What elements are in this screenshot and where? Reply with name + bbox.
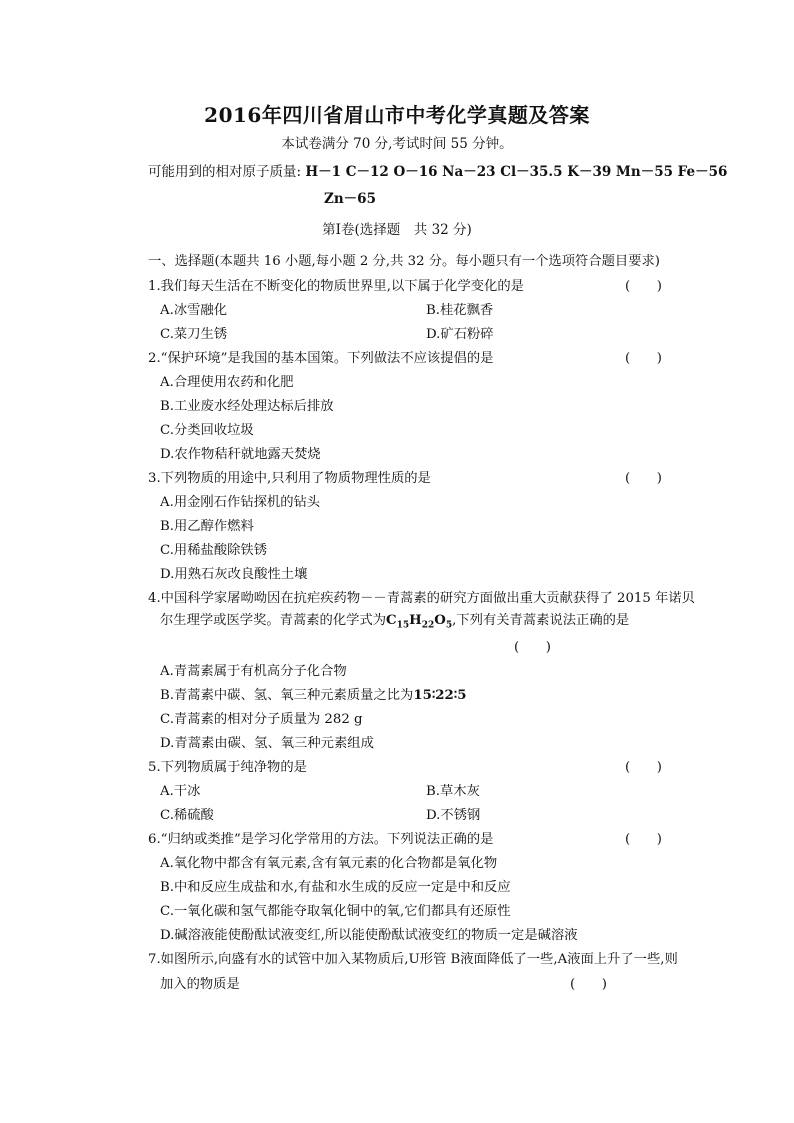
option-5d: D.不锈钢 bbox=[426, 808, 481, 823]
option-5a: A.干冰 bbox=[160, 784, 201, 799]
question-5-stem: 5.下列物质属于纯净物的是 bbox=[148, 760, 307, 775]
option-1a: A.冰雪融化 bbox=[160, 303, 228, 318]
option-2a: A.合理使用农药和化肥 bbox=[160, 375, 294, 390]
question-7-stem-line2: 加入的物质是 bbox=[160, 977, 240, 992]
option-4a: A.青蒿素属于有机高分子化合物 bbox=[160, 664, 347, 679]
option-3b: B.用乙醇作燃料 bbox=[160, 519, 254, 534]
option-4d: D.青蒿素由碳、氢、氧三种元素组成 bbox=[160, 736, 374, 751]
question-4-stem-line2 bbox=[160, 609, 629, 631]
option-5c: C.稀硫酸 bbox=[160, 808, 214, 823]
artemisinin-formula: $C_{15}H_{22}O_5$ bbox=[386, 613, 453, 631]
question-6-stem: 6.“归纳或类推”是学习化学常用的方法。下列说法正确的是 bbox=[148, 832, 494, 847]
atomic-mass-values: H－1 C－12 O－16 Na－23 Cl－35.5 K－39 Mn－55 Fe－56 bbox=[305, 164, 728, 180]
option-2b: B.工业废水经处理达标后排放 bbox=[160, 399, 334, 414]
option-3d: D.用熟石灰改良酸性土壤 bbox=[160, 567, 308, 582]
option-1d: D.矿石粉碎 bbox=[426, 327, 494, 342]
option-1b: B.桂花飘香 bbox=[426, 303, 494, 318]
option-6c: C.一氧化碳和氢气都能夺取氧化铜中的氧,它们都具有还原性 bbox=[160, 904, 511, 919]
answer-blank: ( ) bbox=[570, 977, 607, 992]
question-1-stem: 1.我们每天生活在不断变化的物质世界里,以下属于化学变化的是 bbox=[148, 279, 524, 294]
question-4-stem-post: ,下列有关青蒿素说法正确的是 bbox=[452, 613, 630, 628]
option-3c: C.用稀盐酸除铁锈 bbox=[160, 543, 268, 558]
option-4c: C.青蒿素的相对分子质量为 282 g bbox=[160, 712, 363, 727]
option-6d: D.碱溶液能使酚酞试液变红,所以能使酚酞试液变红的物质一定是碱溶液 bbox=[160, 928, 578, 943]
instructions: 一、选择题(本题共 16 小题,每小题 2 分,共 32 分。每小题只有一个选项符合题目要求) bbox=[148, 254, 660, 269]
question-2-stem: 2.“保护环境”是我国的基本国策。下列做法不应该提倡的是 bbox=[148, 351, 494, 366]
section-title: 第Ⅰ卷(选择题 共 32 分) bbox=[322, 222, 472, 238]
question-3-stem: 3.下列物质的用途中,只利用了物质物理性质的是 bbox=[148, 471, 431, 486]
question-4-stem-line1: 4.中国科学家屠呦呦因在抗疟疾药物－－青蒿素的研究方面做出重大贡献获得了 2015 年诺贝 bbox=[148, 591, 695, 606]
option-6a: A.氧化物中都含有氧元素,含有氧元素的化合物都是氧化物 bbox=[160, 856, 498, 871]
question-7-stem-line1: 7.如图所示,向盛有水的试管中加入某物质后,U形管 B液面降低了一些,A液面上升了一些,则 bbox=[148, 952, 678, 967]
answer-blank: ( ) bbox=[625, 760, 662, 775]
atomic-mass-label: 可能用到的相对原子质量: bbox=[148, 164, 302, 180]
option-6b: B.中和反应生成盐和水,有盐和水生成的反应一定是中和反应 bbox=[160, 880, 511, 895]
atomic-mass-line bbox=[148, 160, 727, 180]
answer-blank: ( ) bbox=[625, 279, 662, 294]
option-1c: C.菜刀生锈 bbox=[160, 327, 228, 342]
question-4-stem-pre: 尔生理学或医学奖。青蒿素的化学式为 bbox=[160, 613, 387, 628]
answer-blank: ( ) bbox=[514, 640, 551, 655]
option-4b: B.青蒿素中碳、氢、氧三种元素质量之比为15∶22∶5 bbox=[160, 688, 467, 703]
page-title: 2016年四川省眉山市中考化学真题及答案 bbox=[204, 103, 590, 127]
mass-ratio: 15∶22∶5 bbox=[413, 688, 467, 703]
option-5b: B.草木灰 bbox=[426, 784, 480, 799]
option-2c: C.分类回收垃圾 bbox=[160, 423, 254, 438]
exam-info: 本试卷满分 70 分,考试时间 55 分钟。 bbox=[281, 136, 513, 152]
option-3a: A.用金刚石作钻探机的钻头 bbox=[160, 495, 321, 510]
answer-blank: ( ) bbox=[625, 832, 662, 847]
option-2d: D.农作物秸秆就地露天焚烧 bbox=[160, 447, 321, 462]
answer-blank: ( ) bbox=[625, 351, 662, 366]
atomic-mass-values-continued: Zn－65 bbox=[324, 191, 376, 207]
answer-blank: ( ) bbox=[625, 471, 662, 486]
